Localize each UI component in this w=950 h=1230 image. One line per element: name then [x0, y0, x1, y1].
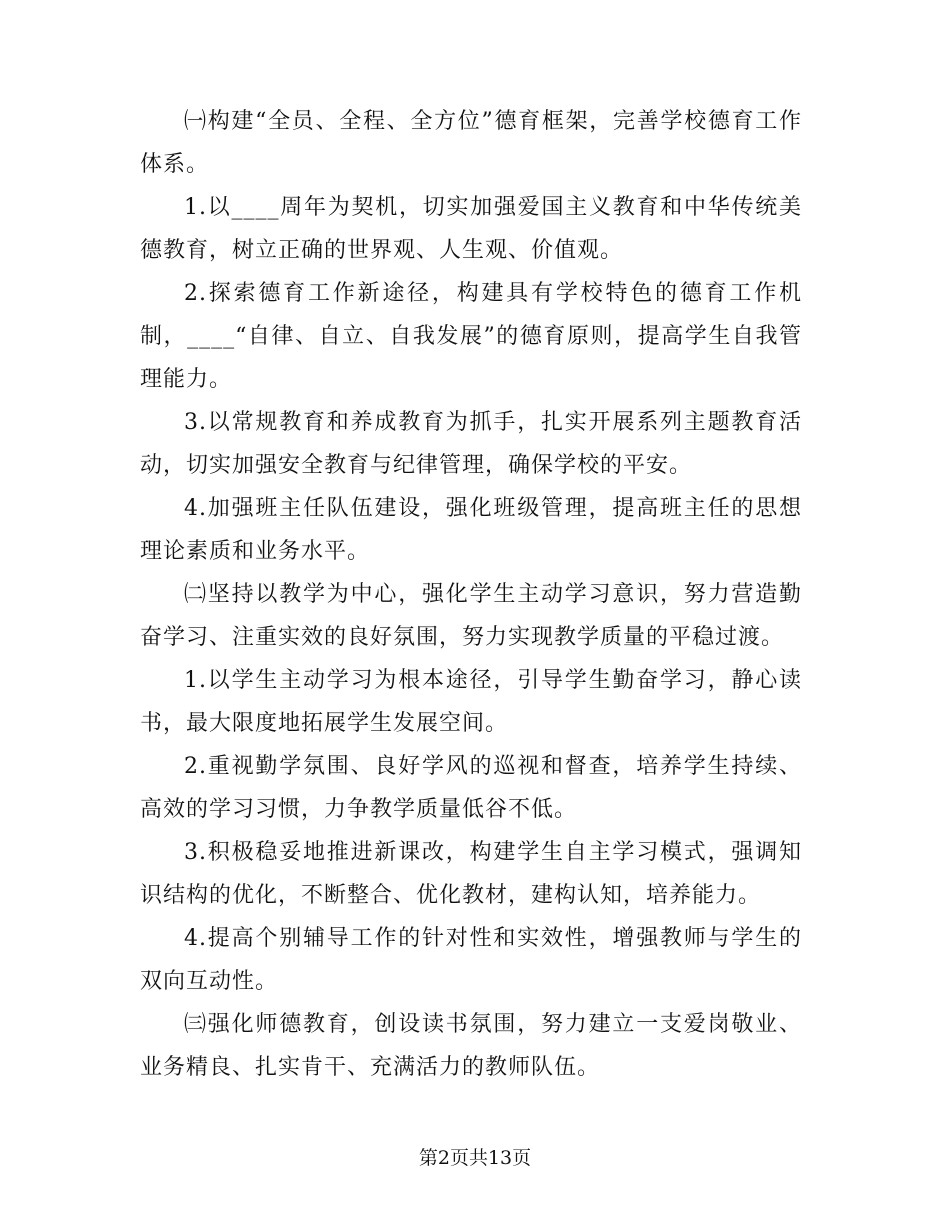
section-2-item-4: 4.提高个别辅导工作的针对性和实效性，增强教师与学生的双向互动性。 — [140, 926, 802, 994]
page-number-footer: 第2页共13页 — [418, 1147, 532, 1169]
section-1-item-2: 2.探索德育工作新途径，构建具有学校特色的德育工作机制，____“自律、自立、自我发展”的德育原则，提高学生自我管理能力。 — [140, 281, 802, 392]
section-2-item-1: 1.以学生主动学习为根本途径，引导学生勤奋学习，静心读书，最大限度地拓展学生发展空间。 — [140, 668, 802, 736]
section-1-item-3: 3.以常规教育和养成教育为抓手，扎实开展系列主题教育活动，切实加强安全教育与纪律管理，确保学校的平安。 — [140, 410, 802, 478]
section-1-item-1: 1.以____周年为契机，切实加强爱国主义教育和中华传统美德教育，树立正确的世界观、人生观、价值观。 — [140, 195, 802, 263]
section-3-heading: ㈢强化师德教育，创设读书氛围，努力建立一支爱岗敬业、业务精良、扎实肯干、充满活力的教师队伍。 — [140, 1012, 802, 1080]
section-2-item-2: 2.重视勤学氛围、良好学风的巡视和督查，培养学生持续、高效的学习习惯，力争教学质量低谷不低。 — [140, 754, 802, 822]
section-1-heading: ㈠构建“全员、全程、全方位”德育框架，完善学校德育工作体系。 — [140, 109, 802, 177]
document-body — [140, 100, 802, 1089]
section-2-item-3: 3.积极稳妥地推进新课改，构建学生自主学习模式，强调知识结构的优化，不断整合、优化教材，建构认知，培养能力。 — [140, 840, 802, 908]
section-1-item-4: 4.加强班主任队伍建设，强化班级管理，提高班主任的思想理论素质和业务水平。 — [140, 496, 802, 564]
section-2-heading: ㈡坚持以教学为中心，强化学生主动学习意识，努力营造勤奋学习、注重实效的良好氛围，努力实现教学质量的平稳过渡。 — [140, 582, 802, 650]
